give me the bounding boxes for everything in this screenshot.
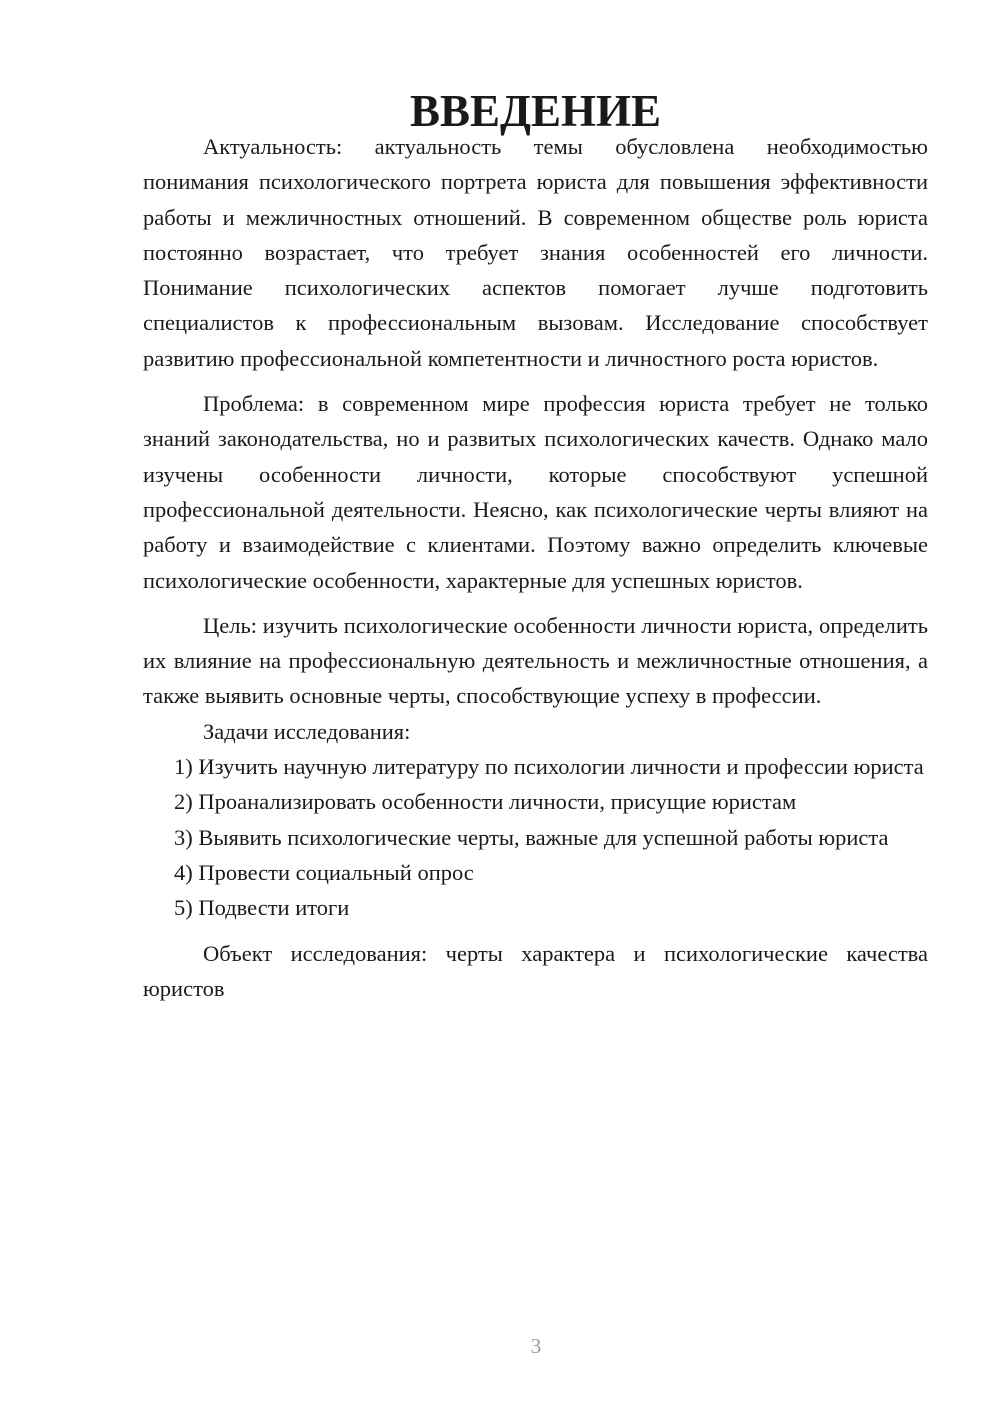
- object-paragraph: Объект исследования: черты характера и психологические качества юристов: [143, 940, 928, 1001]
- list-item: 5) Подвести итоги: [174, 895, 350, 921]
- tasks-title: Задачи исследования:: [203, 718, 411, 744]
- list-item: 2) Проанализировать особенности личности, присущие юристам: [174, 789, 797, 815]
- list-item: 4) Провести социальный опрос: [174, 859, 474, 885]
- list-item: 1) Изучить научную литературу по психологии личности и профессии юриста: [174, 754, 924, 780]
- goal-paragraph: Цель: изучить психологические особенности личности юриста, определить их влияние на профессиональную деятельность и межличностные отношения, а также выявить основные черты, способствующие успеху в профессии.: [143, 612, 928, 709]
- problem-paragraph: Проблема: в современном мире профессия юриста требует не только знаний законодательства, но и развитых психологических качеств. Однако мало изучены особенности личности, которые способствуют успешной профессиональной деятельности. Неясно, как психологические черты влияют на работу и взаимодействие с клиентами. Поэтому важно определить ключевые психологические особенности, характерные для успешных юристов.: [143, 391, 928, 593]
- list-item: 3) Выявить психологические черты, важные для успешной работы юриста: [174, 824, 889, 850]
- page-content: [143, 86, 928, 1006]
- page-number: 3: [530, 1334, 542, 1358]
- relevance-paragraph: Актуальность: актуальность темы обусловлена необходимостью понимания психологического портрета юриста для повышения эффективности работы и межличностных отношений. В современном обществе роль юриста постоянно возрастает, что требует знания особенностей его личности. Понимание психологических аспектов помогает лучше подготовить специалистов к профессиональным вызовам. Исследование способствует развитию профессиональной компетентности и личностного роста юристов.: [143, 134, 928, 371]
- section-heading: ВВЕДЕНИЕ: [409, 86, 662, 136]
- tasks-list: [143, 749, 928, 925]
